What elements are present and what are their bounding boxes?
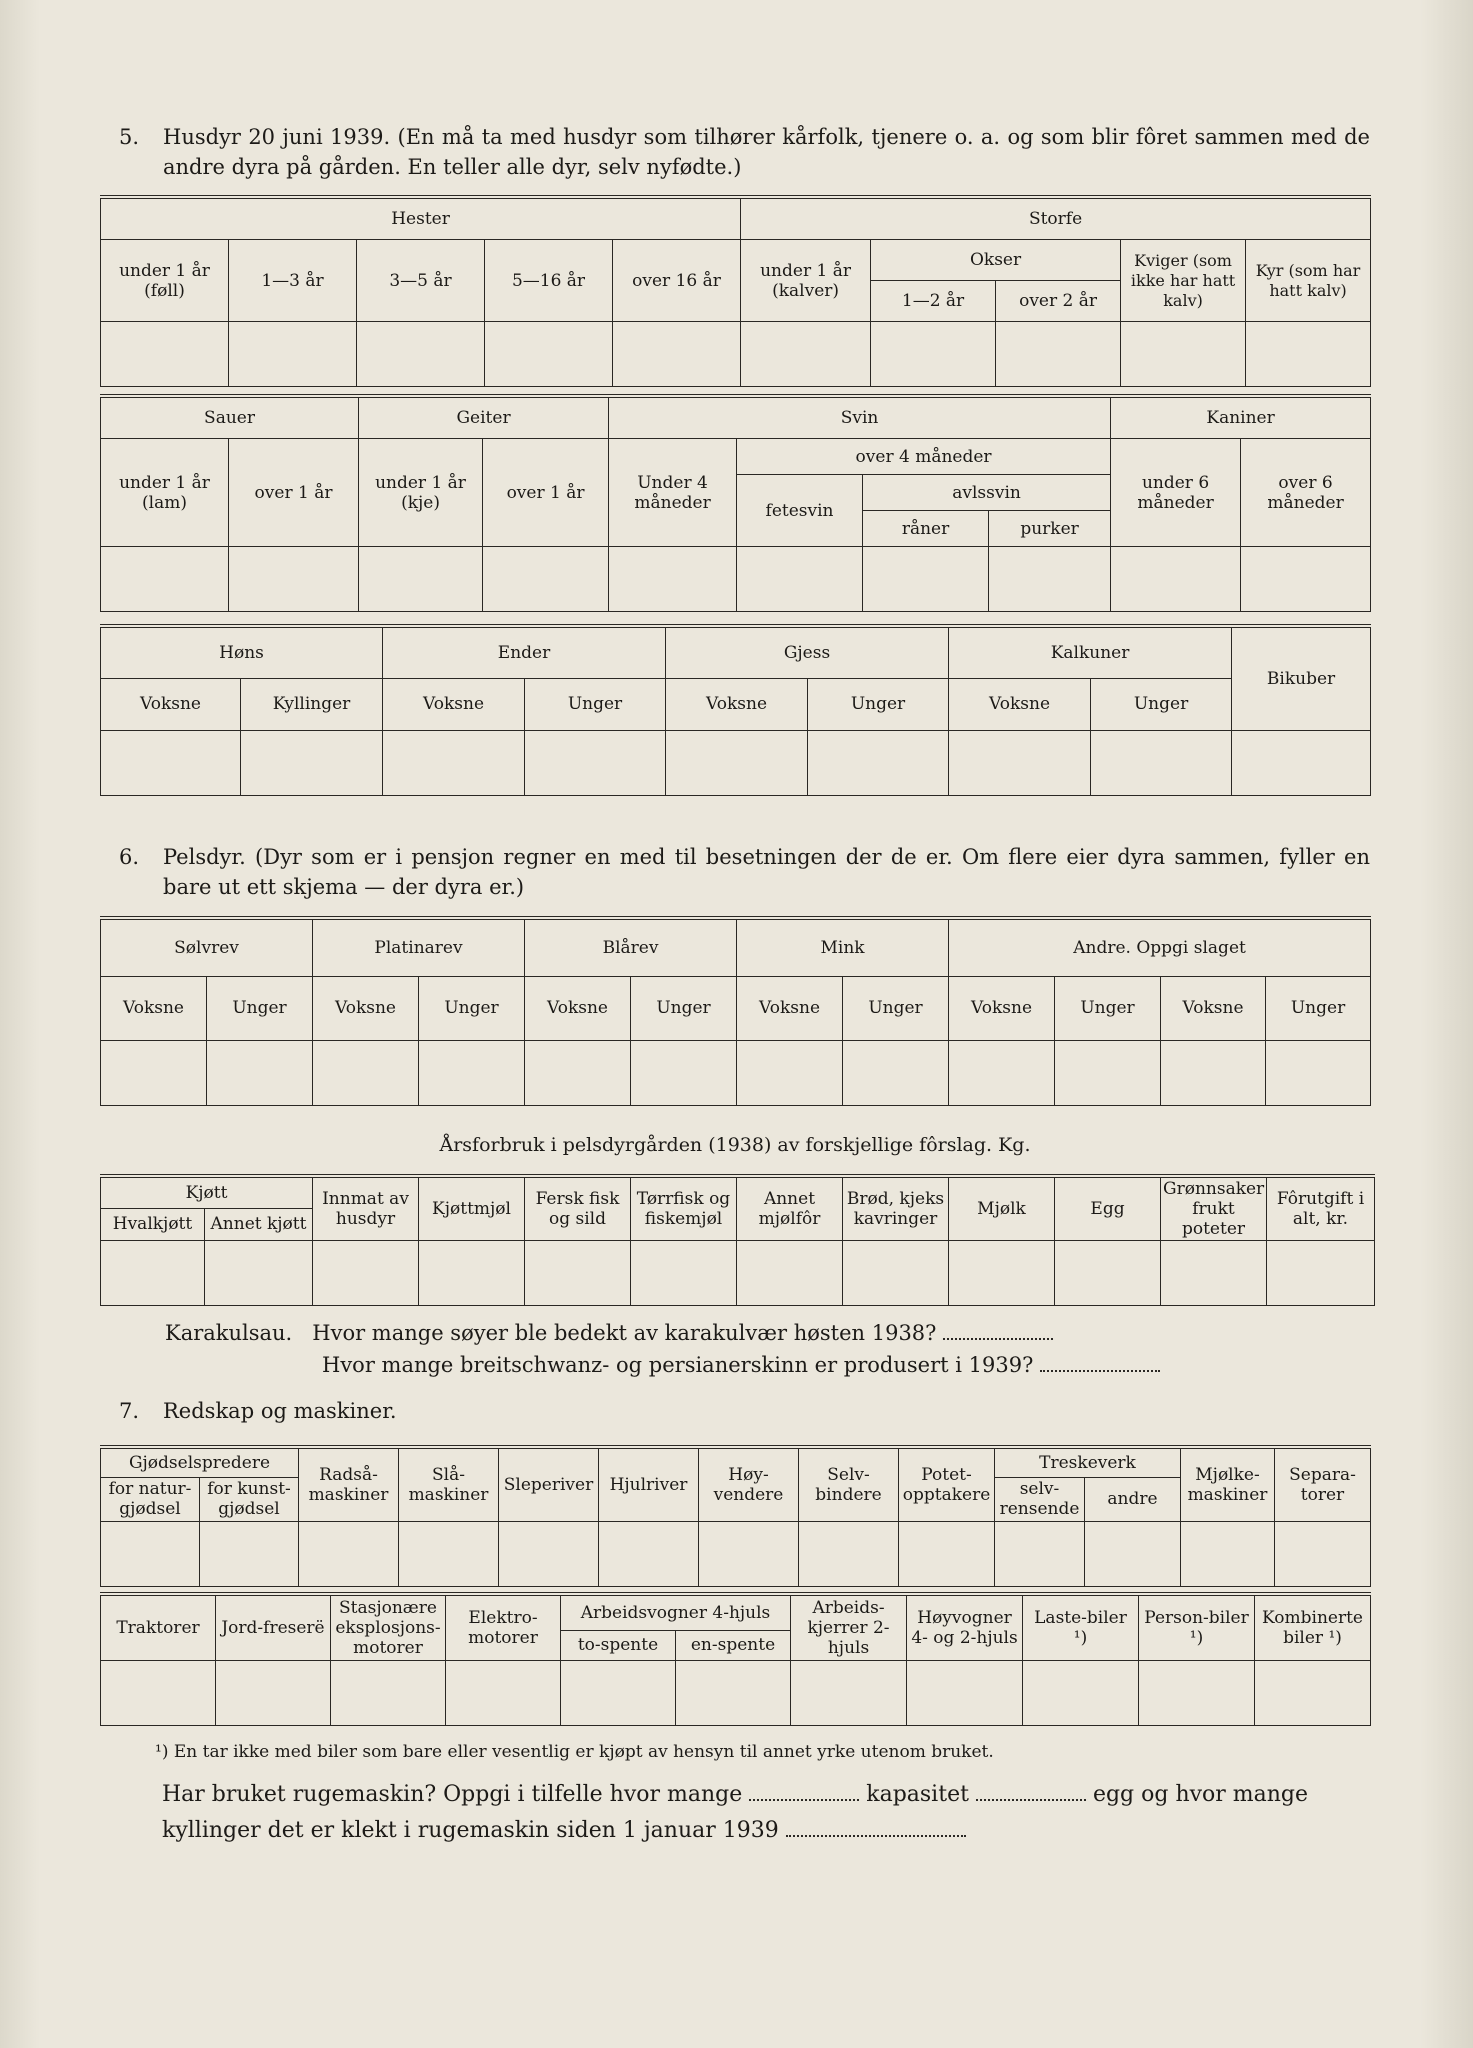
entry-cell[interactable] (331, 1660, 446, 1725)
entry-cell[interactable] (843, 1040, 949, 1105)
table-fjorfe (100, 624, 1371, 796)
entry-cell[interactable] (419, 1241, 525, 1306)
entry-cell[interactable] (1111, 547, 1241, 612)
maskin-col: Stasjonære eksplosjons-motorer (331, 1594, 446, 1660)
rugemaskin-line-1 (162, 1780, 1308, 1810)
entry-cell[interactable] (995, 1521, 1085, 1586)
entry-row (101, 1040, 1371, 1105)
kjott-col: Annet kjøtt (205, 1208, 313, 1240)
entry-cell[interactable] (1055, 1241, 1161, 1306)
entry-cell[interactable] (525, 730, 666, 795)
entry-cell[interactable] (741, 322, 871, 387)
entry-cell[interactable] (359, 547, 483, 612)
forbruk-col: Fôrutgift i alt, kr. (1267, 1176, 1375, 1241)
fjorfe-col: Voksne (949, 678, 1091, 730)
entry-cell[interactable] (525, 1241, 631, 1306)
forbruk-col: Fersk fisk og sild (525, 1176, 631, 1241)
entry-cell[interactable] (499, 1521, 599, 1586)
entry-cell[interactable] (313, 1040, 419, 1105)
maskin-col: Person-biler ¹) (1139, 1594, 1255, 1660)
forbruk-title: Årsforbruk i pelsdyrgården (1938) av forskjellige fôrslag. Kg. (439, 1134, 1031, 1156)
entry-cell[interactable] (299, 1521, 399, 1586)
entry-cell[interactable] (101, 1660, 216, 1725)
section-title: Redskap og maskiner. (163, 1399, 397, 1423)
svin-title: Svin (609, 396, 1111, 439)
svin-over4: over 4 måneder (737, 439, 1111, 475)
entry-cell[interactable] (609, 547, 737, 612)
redskap-col: Mjølke-maskiner (1181, 1447, 1275, 1521)
kjott-col: Hvalkjøtt (101, 1208, 205, 1240)
entry-cell[interactable] (899, 1521, 995, 1586)
entry-cell[interactable] (599, 1521, 699, 1586)
arbeidsvogner-title: Arbeidsvogner 4-hjuls (561, 1594, 791, 1630)
maskin-col: Traktorer (101, 1594, 216, 1660)
pelsdyr-col: Unger (207, 976, 313, 1040)
entry-cell[interactable] (843, 1241, 949, 1306)
treskeverk-title: Treskeverk (995, 1447, 1181, 1477)
maskin-col: Elektro-motorer (446, 1594, 561, 1660)
entry-cell[interactable] (737, 547, 863, 612)
entry-cell[interactable] (101, 730, 241, 795)
pelsdyr-col: Voksne (737, 976, 843, 1040)
entry-cell[interactable] (200, 1521, 299, 1586)
section-text: Husdyr 20 juni 1939. (En må ta med husdyr som tilhører kårfolk, tjenere o. a. og som blir fôret sammen med de andre dyra på gården. En teller alle dyr, selv nyfødte.) (163, 125, 1370, 179)
karakul-line-1 (165, 1318, 1053, 1348)
footnote: ¹) En tar ikke med biler som bare eller vesentlig er kjøpt av hensyn til annet yrke utenom bruket. (155, 1742, 994, 1762)
entry-cell[interactable] (1266, 1040, 1371, 1105)
kaniner-col: under 6 måneder (1111, 439, 1241, 547)
geiter-col: over 1 år (483, 439, 609, 547)
entry-cell[interactable] (1255, 1660, 1371, 1725)
entry-cell[interactable] (419, 1040, 525, 1105)
entry-cell[interactable] (989, 547, 1111, 612)
pelsdyr-col: Voksne (313, 976, 419, 1040)
section-number: 6. (119, 845, 140, 869)
entry-row (101, 730, 1371, 795)
table-forbruk (100, 1174, 1375, 1306)
entry-cell[interactable] (383, 730, 525, 795)
kyr-col: Kyr (som har hatt kalv) (1246, 240, 1371, 322)
avlssvin-title: avlssvin (863, 475, 1111, 511)
entry-cell[interactable] (1161, 1040, 1266, 1105)
redskap-col: Separa-torer (1275, 1447, 1371, 1521)
entry-cell[interactable] (799, 1521, 899, 1586)
forbruk-col: Innmat av husdyr (313, 1176, 419, 1241)
entry-cell[interactable] (1181, 1521, 1275, 1586)
entry-cell[interactable] (737, 1040, 843, 1105)
entry-cell[interactable] (808, 730, 949, 795)
entry-cell[interactable] (101, 1521, 200, 1586)
forbruk-col: Grønnsaker frukt poteter (1161, 1176, 1267, 1241)
pelsdyr-col: Unger (1266, 976, 1371, 1040)
sauer-col: over 1 år (229, 439, 359, 547)
hester-col: 5—16 år (485, 240, 613, 322)
entry-cell[interactable] (791, 1660, 907, 1725)
entry-row (101, 322, 1371, 387)
pelsdyr-col: Unger (631, 976, 737, 1040)
entry-cell[interactable] (1085, 1521, 1181, 1586)
entry-cell[interactable] (485, 322, 613, 387)
forbruk-col: Tørrfisk og fiskemjøl (631, 1176, 737, 1241)
karakul-label: Karakulsau. (165, 1321, 293, 1345)
forbruk-col: Kjøttmjøl (419, 1176, 525, 1241)
pelsdyr-title: Blårev (525, 918, 737, 976)
fjorfe-title: Høns (101, 626, 383, 678)
table-pelsdyr (100, 916, 1371, 1106)
okser-title: Okser (871, 240, 1121, 281)
entry-cell[interactable] (313, 1241, 419, 1306)
storfe-under1: under 1 år (kalver) (741, 240, 871, 322)
hester-col: 1—3 år (229, 240, 357, 322)
entry-cell[interactable] (241, 730, 383, 795)
entry-cell[interactable] (871, 322, 996, 387)
redskap-col: Slå-maskiner (399, 1447, 499, 1521)
okser-col: over 2 år (996, 281, 1121, 322)
kviger-col: Kviger (som ikke har hatt kalv) (1121, 240, 1246, 322)
redskap-col: Sleperiver (499, 1447, 599, 1521)
entry-cell[interactable] (949, 1241, 1055, 1306)
pelsdyr-title: Sølvrev (101, 918, 313, 976)
maskin-col: Jord-freserë (216, 1594, 331, 1660)
entry-cell[interactable] (1246, 322, 1371, 387)
entry-cell[interactable] (357, 322, 485, 387)
answer-blank[interactable] (1040, 1352, 1160, 1372)
entry-cell[interactable] (205, 1241, 313, 1306)
karakul-question: Hvor mange breitschwanz- og persianerskinn er produsert i 1939? (322, 1353, 1034, 1377)
forbruk-col: Egg (1055, 1176, 1161, 1241)
entry-cell[interactable] (1121, 322, 1246, 387)
entry-row (101, 1521, 1371, 1586)
forbruk-col: Mjølk (949, 1176, 1055, 1241)
andre-title: Andre. Oppgi slaget (949, 918, 1371, 976)
gjodsel-col: for natur-gjødsel (101, 1477, 200, 1521)
fjorfe-title: Ender (383, 626, 666, 678)
entry-cell[interactable] (229, 547, 359, 612)
karakul-line-2 (322, 1350, 1160, 1380)
entry-cell[interactable] (863, 547, 989, 612)
redskap-col: Potet-opptakere (899, 1447, 995, 1521)
fjorfe-title: Kalkuner (949, 626, 1232, 678)
fjorfe-col: Voksne (383, 678, 525, 730)
section-6-heading (119, 842, 1370, 902)
answer-blank[interactable] (749, 1781, 859, 1801)
section-5-heading (119, 122, 1370, 182)
table-hester-storfe (100, 195, 1371, 387)
pelsdyr-col: Unger (419, 976, 525, 1040)
bikuber-col: Bikuber (1232, 626, 1371, 730)
geiter-col: under 1 år (kje) (359, 439, 483, 547)
gjodsel-title: Gjødselspredere (101, 1447, 299, 1477)
maskin-col: Kombinerte biler ¹) (1255, 1594, 1371, 1660)
treskeverk-col: andre (1085, 1477, 1181, 1521)
answer-blank[interactable] (786, 1817, 966, 1837)
entry-cell[interactable] (446, 1660, 561, 1725)
maskin-col: Høyvogner 4- og 2-hjuls (907, 1594, 1023, 1660)
svin-under4: Under 4 måneder (609, 439, 737, 547)
fetesvin-col: fetesvin (737, 475, 863, 547)
sauer-title: Sauer (101, 396, 359, 439)
pelsdyr-title: Mink (737, 918, 949, 976)
entry-cell[interactable] (561, 1660, 676, 1725)
entry-cell[interactable] (101, 1241, 205, 1306)
entry-cell[interactable] (1275, 1521, 1371, 1586)
entry-cell[interactable] (699, 1521, 799, 1586)
redskap-col: Hjulriver (599, 1447, 699, 1521)
entry-cell[interactable] (631, 1040, 737, 1105)
kjott-title: Kjøtt (101, 1176, 313, 1208)
arbeidsvogner-col: en-spente (676, 1630, 791, 1660)
entry-cell[interactable] (631, 1241, 737, 1306)
treskeverk-col: selv-rensende (995, 1477, 1085, 1521)
table-redskap-1 (100, 1445, 1371, 1587)
hester-col: under 1 år (føll) (101, 240, 229, 322)
fjorfe-col: Unger (525, 678, 666, 730)
pelsdyr-col: Unger (843, 976, 949, 1040)
fjorfe-col: Voksne (666, 678, 808, 730)
table-redskap-2 (100, 1592, 1371, 1726)
section-7-heading (119, 1396, 1370, 1426)
entry-row (101, 1241, 1375, 1306)
arbeidsvogner-col: to-spente (561, 1630, 676, 1660)
entry-cell[interactable] (483, 547, 609, 612)
entry-cell[interactable] (676, 1660, 791, 1725)
forbruk-col: Annet mjølfôr (737, 1176, 843, 1241)
pelsdyr-col: Unger (1055, 976, 1161, 1040)
section-number: 7. (119, 1399, 140, 1423)
entry-cell[interactable] (949, 1040, 1055, 1105)
entry-cell[interactable] (229, 322, 357, 387)
entry-cell[interactable] (996, 322, 1121, 387)
entry-cell[interactable] (101, 1040, 207, 1105)
section-number: 5. (119, 125, 140, 149)
entry-cell[interactable] (1023, 1660, 1139, 1725)
section-text: Pelsdyr. (Dyr som er i pensjon regner en med til besetningen der de er. Om flere eier dyra sammen, fyller en bare ut ett skjema — der dyra er.) (163, 845, 1370, 899)
table-sauer-svin (100, 394, 1371, 612)
kaniner-title: Kaniner (1111, 396, 1371, 439)
entry-cell[interactable] (1161, 1241, 1267, 1306)
rugemaskin-label: kapasitet (866, 1782, 969, 1807)
entry-cell[interactable] (1055, 1040, 1161, 1105)
sauer-col: under 1 år (lam) (101, 439, 229, 547)
kaniner-col: over 6 måneder (1241, 439, 1371, 547)
rugemaskin-question: Har bruket rugemaskin? Oppgi i tilfelle hvor mange (162, 1782, 743, 1807)
answer-blank[interactable] (943, 1320, 1053, 1340)
entry-cell[interactable] (1232, 730, 1371, 795)
entry-cell[interactable] (525, 1040, 631, 1105)
entry-cell[interactable] (1091, 730, 1232, 795)
okser-col: 1—2 år (871, 281, 996, 322)
avlssvin-col: purker (989, 511, 1111, 547)
entry-cell[interactable] (907, 1660, 1023, 1725)
hester-col: 3—5 år (357, 240, 485, 322)
entry-row (101, 547, 1371, 612)
fjorfe-col: Voksne (101, 678, 241, 730)
entry-cell[interactable] (101, 547, 229, 612)
redskap-col: Radså-maskiner (299, 1447, 399, 1521)
maskin-col: Laste-biler ¹) (1023, 1594, 1139, 1660)
entry-cell[interactable] (666, 730, 808, 795)
hester-col: over 16 år (613, 240, 741, 322)
entry-row (101, 1660, 1371, 1725)
maskin-col: Arbeids-kjerrer 2-hjuls (791, 1594, 907, 1660)
entry-cell[interactable] (1267, 1241, 1375, 1306)
fjorfe-col: Unger (1091, 678, 1232, 730)
pelsdyr-col: Voksne (949, 976, 1055, 1040)
pelsdyr-col: Voksne (101, 976, 207, 1040)
pelsdyr-col: Voksne (525, 976, 631, 1040)
answer-blank[interactable] (976, 1781, 1086, 1801)
entry-cell[interactable] (399, 1521, 499, 1586)
gjodsel-col: for kunst-gjødsel (200, 1477, 299, 1521)
entry-cell[interactable] (949, 730, 1091, 795)
rugemaskin-question: kyllinger det er klekt i rugemaskin siden 1 januar 1939 (162, 1818, 779, 1843)
entry-cell[interactable] (216, 1660, 331, 1725)
entry-cell[interactable] (737, 1241, 843, 1306)
fjorfe-title: Gjess (666, 626, 949, 678)
storfe-title: Storfe (741, 197, 1371, 240)
forbruk-col: Brød, kjeks kavringer (843, 1176, 949, 1241)
pelsdyr-col: Voksne (1161, 976, 1266, 1040)
pelsdyr-title: Platinarev (313, 918, 525, 976)
redskap-col: Selv-bindere (799, 1447, 899, 1521)
avlssvin-col: råner (863, 511, 989, 547)
rugemaskin-line-2 (162, 1816, 966, 1846)
entry-cell[interactable] (101, 322, 229, 387)
entry-cell[interactable] (1241, 547, 1371, 612)
entry-cell[interactable] (1139, 1660, 1255, 1725)
karakul-question: Hvor mange søyer ble bedekt av karakulvær høsten 1938? (312, 1321, 937, 1345)
geiter-title: Geiter (359, 396, 609, 439)
rugemaskin-label: egg og hvor mange (1092, 1782, 1309, 1807)
fjorfe-col: Unger (808, 678, 949, 730)
entry-cell[interactable] (207, 1040, 313, 1105)
redskap-col: Høy-vendere (699, 1447, 799, 1521)
fjorfe-col: Kyllinger (241, 678, 383, 730)
hester-title: Hester (101, 197, 741, 240)
entry-cell[interactable] (613, 322, 741, 387)
